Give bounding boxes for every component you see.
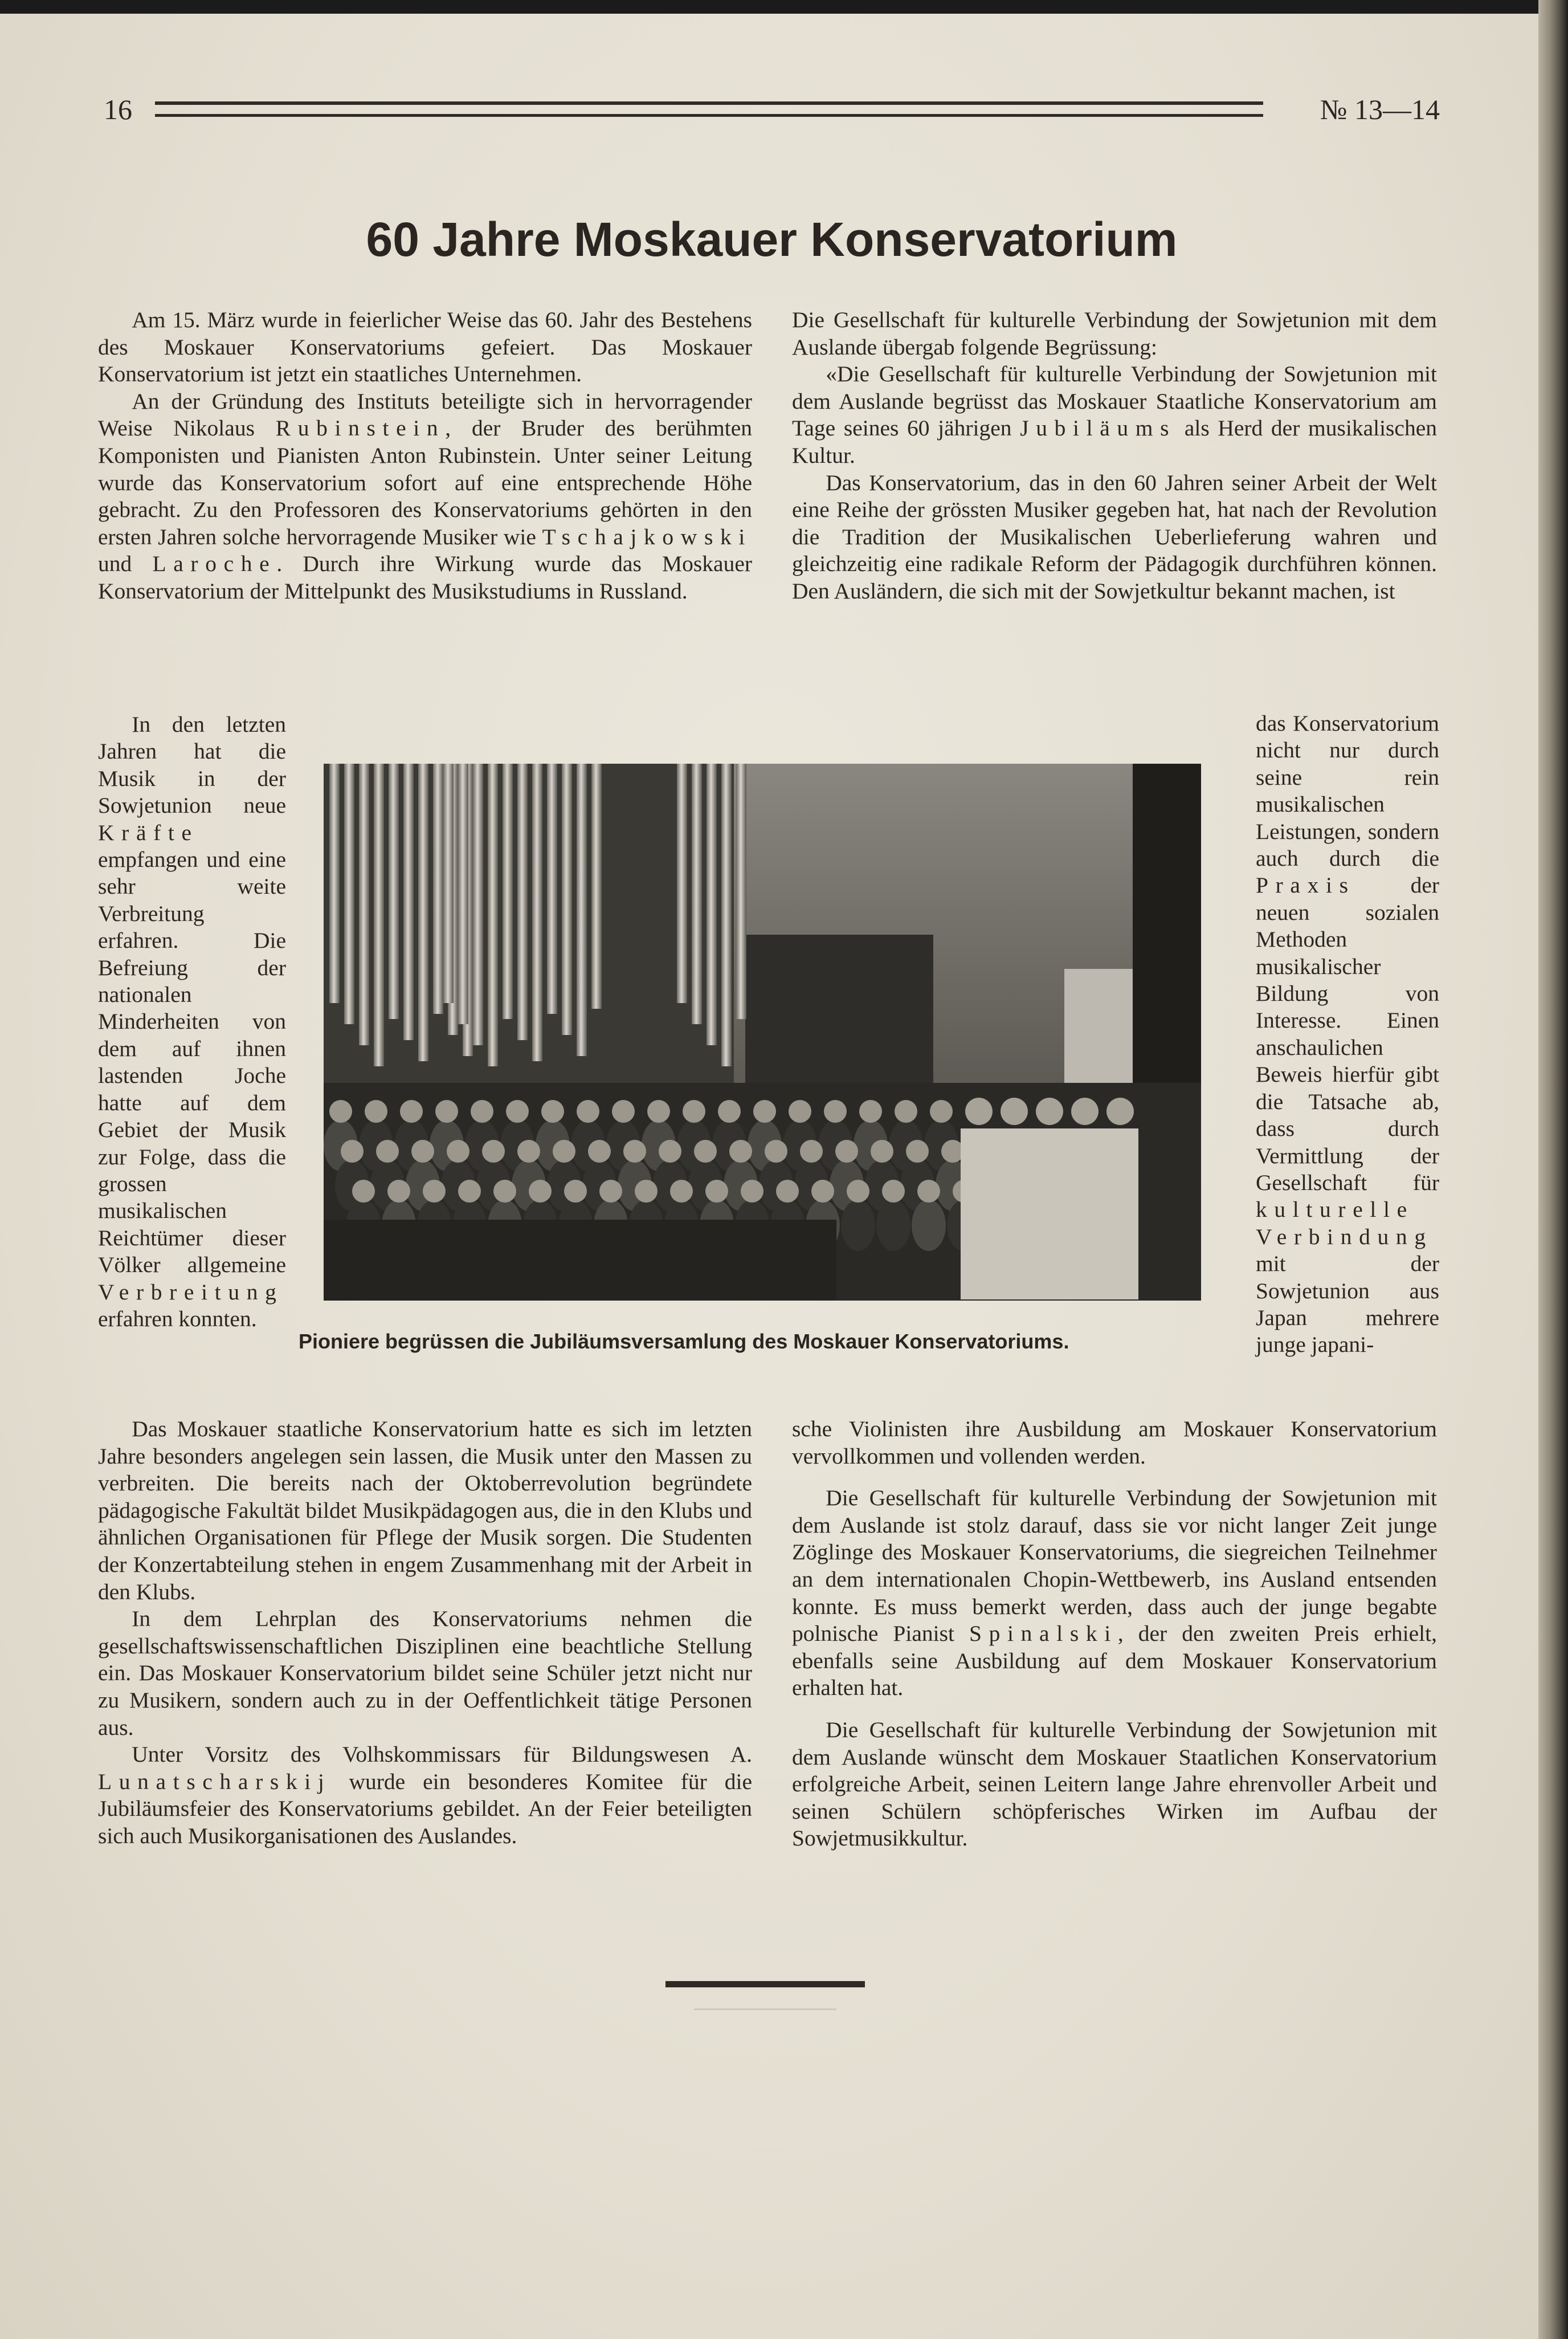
audience-head [765,1140,787,1163]
audience-head [411,1140,434,1163]
audience-head [493,1180,516,1203]
audience-head [789,1100,811,1123]
audience-head [471,1100,493,1123]
article-column-left-top [98,307,752,605]
audience-head [341,1140,364,1163]
pioneer-head [1036,1098,1063,1125]
audience-head [588,1140,611,1163]
header-rule [155,114,1263,117]
audience-head [882,1180,905,1203]
paragraph: In dem Lehrplan des Konservatoriums nehmen die gesellschaftswissenschaftlichen Disziplinen eine beachtliche Stellung ein. Das Moskauer Konservatorium bildet seine Schüler jetzt nicht nur zu Musikern, sondern auch zu in der Oeffentlichkeit tätige Personen aus. [98,1606,752,1740]
audience-head [670,1180,693,1203]
organ-pipe [374,764,384,1066]
audience-head [329,1100,352,1123]
organ-pipe [418,764,428,1061]
page-header [104,91,1440,137]
pioneer-head [1071,1098,1099,1125]
organ-pipe [547,764,557,1014]
paragraph: «Die Gesellschaft für kulturelle Verbindung der Sowjetunion mit dem Auslande begrüsst das Moskauer Staatliche Konservatorium am Tage seines 60 jährigen Jubiläums als Herd der musikalischen Kultur. [792,361,1437,468]
audience-head [365,1100,387,1123]
paragraph: An der Gründung des Instituts beteiligte sich in hervorragender Weise Nikolaus Rubinstein, der Bruder des berühmten Komponisten und Pianisten Anton Rubinstein. Unter seiner Leitung wurde das Konservatorium sofort auf eine entsprechende Höhe gebracht. Zu den Professoren des Konservatoriums gehörten in den ersten Jahren solche hervorragende Musiker wie Tschajkowski und Laroche. Durch ihre Wirkung wurde das Moskauer Konservatorium der Mittelpunkt des Musikstudiums in Russland. [98,388,752,604]
paragraph: sche Violinisten ihre Ausbildung am Moskauer Konservatorium vervollkommen und vollenden werden. [792,1416,1437,1469]
organ-pipe [443,764,454,1003]
audience-head [741,1180,763,1203]
audience-head [683,1100,705,1123]
article-column-right-bottom [792,1416,1437,1852]
header-rule [155,101,1263,105]
pioneer-head [1106,1098,1134,1125]
organ-pipe [389,764,399,1019]
audience-head [352,1180,375,1203]
audience-head [930,1100,953,1123]
paragraph: Das Moskauer staatliche Konservatorium hatte es sich im letzten Jahre besonders angelegen sein lassen, die Musik unter den Massen zu verbreiten. Die bereits nach der Oktoberrevolution begründete pädagogische Fakultät bildet Musikpädagogen aus, die in den Klubs und ähnlichen Organisationen für Pflege der Musik sorgen. Die Studenten der Konzertabteilung stehen in engem Zusammenhang mit der Arbeit in den Klubs. [98,1416,752,1604]
paragraph: das Konservatorium nicht nur durch seine rein musikalischen Leistungen, sondern auch durch die Praxis der neuen sozialen Methoden musikalischer Bildung von Interesse. Einen anschaulichen Beweis hierfür gibt die Tatsache ab, dass durch Vermittlung der Gesellschaft für kulturelle Verbindung mit der Sowjetunion aus Japan mehrere junge japani- [1256,711,1439,1358]
audience-head [458,1180,481,1203]
article-photo [324,764,1201,1301]
audience-head [599,1180,622,1203]
audience-head [811,1180,834,1203]
organ-pipe [458,764,468,1024]
audience-head [906,1140,929,1163]
organ-pipe [736,764,746,1019]
article-end-rule [694,2008,836,2010]
organ-pipe [532,764,542,1061]
organ-pipe [503,764,513,1019]
organ-pipe [721,764,732,1066]
article-column-left-bottom [98,1416,752,1850]
audience-head [447,1140,469,1163]
audience-head [776,1180,799,1203]
paragraph: In den letzten Jahren hat die Musik in der Sowjetunion neue Kräfte empfangen und eine sehr weite Verbreitung erfahren. Die Befreiung der nationalen Minderheiten von dem auf ihnen lastenden Joche hatte auf dem Gebiet der Musik zur Folge, dass die grossen musikalischen Reichtümer dieser Völker allgemeine Verbreitung erfahren konnten. [98,712,286,1331]
audience-head [824,1100,847,1123]
audience-head [705,1180,728,1203]
audience-head [800,1140,823,1163]
audience-head [835,1140,858,1163]
pioneer-figure [996,1128,1032,1299]
photo-illustration [324,764,1201,1301]
pioneer-head [965,1098,993,1125]
audience-head [895,1100,917,1123]
audience-head [612,1100,635,1123]
audience-head [729,1140,752,1163]
paragraph: Die Gesellschaft für kulturelle Verbindung der Sowjetunion mit dem Auslande übergab folgende Begrüssung: [792,307,1437,360]
organ-pipe [359,764,369,1045]
pioneer-figure [1031,1128,1068,1299]
organ-pipe [677,764,687,1003]
audience-head [506,1100,529,1123]
audience-head [859,1100,882,1123]
paragraph: Die Gesellschaft für kulturelle Verbindung der Sowjetunion mit dem Auslande wünscht dem Moskauer Staatlichen Konservatorium erfolgreiche Arbeit, seinen Leitern lange Jahre ehrenvoller Arbeit und seinen Schülern schöpferisches Wirken im Aufbau der Sowjetmusikkultur. [792,1717,1437,1851]
pioneer-figure [1102,1128,1138,1299]
paragraph: Unter Vorsitz des Volhskommissars für Bildungswesen A. Lunatscharskij wurde ein besonderes Komitee für die Jubiläumsfeier des Konservatoriums gebildet. An der Feier beteiligten sich auch Musikorganisationen des Auslandes. [98,1742,752,1848]
paragraph: Die Gesellschaft für kulturelle Verbindung der Sowjetunion mit dem Auslande ist stolz darauf, dass sie vor nicht langer Zeit junge Zöglinge des Moskauer Konservatoriums, die siegreichen Teilnehmer an dem internationalen Chopin-Wettbewerb, ins Ausland entsenden konnte. Es muss bemerkt werden, dass auch der junge begabte polnische Pianist Spinalski, der den zweiten Preis erhielt, ebenfalls seine Ausbildung auf dem Moskauer Konservatorium erhalten hat. [792,1485,1437,1701]
audience-head [400,1100,423,1123]
paragraph: Am 15. März wurde in feierlicher Weise das 60. Jahr des Bestehens des Moskauer Konservatoriums gefeiert. Das Moskauer Konservatorium ist jetzt ein staatliches Unternehmen. [98,307,752,387]
audience-head [553,1140,575,1163]
organ-pipe [433,764,443,1014]
organ-pipe [488,764,498,1066]
article-title: 60 Jahre Moskauer Konservatorium [366,213,1178,266]
organ-pipe [403,764,414,1040]
audience-head [871,1140,893,1163]
organ-pipe [562,764,572,1035]
audience-head [647,1100,670,1123]
audience-figure [841,1200,875,1251]
organ-pipe [344,764,354,1024]
paragraph: Das Konservatorium, das in den 60 Jahren seiner Arbeit der Welt eine Reihe der grössten Musiker gegeben hat, hat nach der Revolution die Tradition der Musikalischen Ueberlieferung wahren und gleichzeitig eine radikale Reform der Pädagogik durchführen können. Den Ausländern, die sich mit der Sowjetkultur bekannt machen, ist [792,470,1437,604]
audience-head [376,1140,399,1163]
audience-head [387,1180,410,1203]
audience-head [694,1140,717,1163]
audience-head [847,1180,869,1203]
audience-head [577,1100,599,1123]
audience-head [435,1100,458,1123]
organ-pipe [329,764,340,1003]
audience-head [564,1180,587,1203]
organ-pipe [517,764,528,1040]
organ-pipe [577,764,587,1056]
pioneer-figure [961,1128,997,1299]
audience-head [423,1180,446,1203]
organ-pipe [707,764,717,1045]
audience-head [517,1140,540,1163]
article-column-right-narrow [1256,710,1439,1359]
pioneer-figure [1067,1128,1103,1299]
pioneer-head [1001,1098,1028,1125]
audience-head [635,1180,658,1203]
audience-head [659,1140,681,1163]
audience-head [917,1180,940,1203]
photo-caption: Pioniere begrüssen die Jubiläumsversamlung des Moskauer Konservatoriums. [299,1330,1069,1353]
audience-head [541,1100,564,1123]
article-end-rule [665,1981,865,1987]
organ-pipe [591,764,602,1009]
audience-figure [912,1200,946,1251]
page-binding [1538,0,1568,2339]
page-number: 16 [104,93,132,125]
audience-head [482,1140,505,1163]
audience-head [718,1100,741,1123]
organ-pipe [692,764,702,1024]
article-column-left-narrow [98,711,286,1333]
audience-head [623,1140,646,1163]
audience-head [753,1100,776,1123]
issue-number: № 13—14 [1320,93,1440,125]
article-column-right-top [792,307,1437,605]
audience-figure [876,1200,910,1251]
organ-pipe [473,764,483,1045]
audience-head [529,1180,552,1203]
